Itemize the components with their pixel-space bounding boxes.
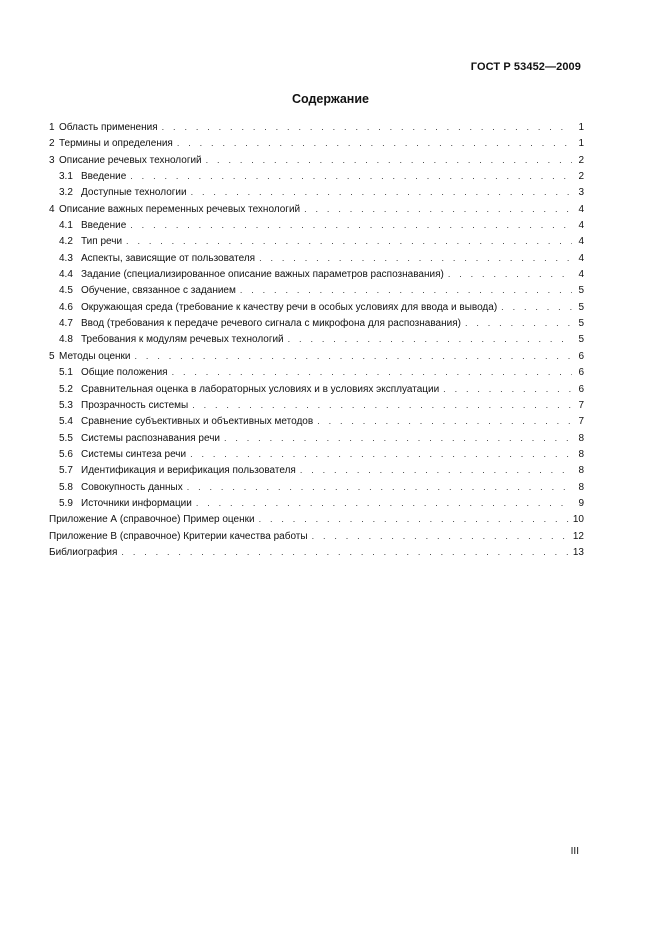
toc-entry[interactable]	[49, 381, 584, 397]
toc-entry-title: Введение	[81, 171, 127, 183]
toc-entry-page: 8	[578, 465, 584, 477]
toc-entry-number: 4.4	[59, 269, 73, 281]
toc-entry-title: Ввод (требования к передаче речевого сигнала с микрофона для распознавания)	[81, 318, 461, 330]
toc-dot-leader	[465, 315, 572, 331]
toc-entry-number: 4.3	[59, 252, 73, 264]
toc-dot-leader	[126, 233, 572, 249]
toc-dot-leader	[130, 217, 572, 233]
toc-entry-title: Системы распознавания речи	[81, 432, 220, 444]
toc-entry[interactable]	[49, 184, 584, 200]
toc-entry-number: 5.6	[59, 448, 73, 460]
toc-dot-leader	[443, 381, 572, 397]
toc-entry-number: 5.3	[59, 399, 73, 411]
toc-entry[interactable]	[49, 348, 584, 364]
toc-entry-title: Методы оценки	[59, 350, 131, 362]
toc-entry[interactable]	[49, 364, 584, 380]
toc-dot-leader	[259, 511, 569, 527]
toc-entry-title: Задание (специализированное описание важных параметров распознавания)	[81, 269, 444, 281]
toc-dot-leader	[192, 397, 572, 413]
toc-entry-title: Описание речевых технологий	[59, 154, 202, 166]
toc-entry[interactable]	[49, 331, 584, 347]
toc-entry-page: 13	[572, 546, 584, 558]
toc-dot-leader	[304, 201, 572, 217]
toc-entry[interactable]	[49, 479, 584, 495]
toc-entry-number: 4.7	[59, 318, 73, 330]
toc-entry-title: Обучение, связанное с заданием	[81, 285, 236, 297]
toc-entry-number: 5.8	[59, 481, 73, 493]
toc-dot-leader	[162, 119, 572, 135]
toc-entry-page: 2	[578, 154, 584, 166]
toc-entry-page: 3	[578, 187, 584, 199]
toc-entry-title: Системы синтеза речи	[81, 448, 187, 460]
toc-entry-page: 10	[572, 514, 584, 526]
toc-entry-page: 5	[578, 285, 584, 297]
toc-entry-number: 3.2	[59, 187, 73, 199]
toc-entry-page: 4	[578, 236, 584, 248]
toc-entry[interactable]	[49, 282, 584, 298]
toc-entry[interactable]	[49, 168, 584, 184]
toc-entry-title: Требования к модулям речевых технологий	[81, 334, 284, 346]
toc-entry-page: 4	[578, 252, 584, 264]
toc-entry-page: 8	[578, 481, 584, 493]
toc-entry-page: 6	[578, 367, 584, 379]
toc-entry-number: 2	[49, 138, 55, 150]
toc-dot-leader	[196, 495, 572, 511]
toc-entry[interactable]	[49, 544, 584, 560]
toc-entry-title: Сравнение субъективных и объективных методов	[81, 416, 314, 428]
toc-entry-page: 2	[578, 171, 584, 183]
toc-entry-title: Общие положения	[81, 367, 168, 379]
toc-entry[interactable]	[49, 217, 584, 233]
toc-entry-number: 5	[49, 350, 55, 362]
toc-entry-number: 5.9	[59, 497, 73, 509]
toc-dot-leader	[240, 282, 572, 298]
toc-entry-number: 5.2	[59, 383, 73, 395]
toc-entry-page: 8	[578, 432, 584, 444]
toc-entry[interactable]	[49, 315, 584, 331]
toc-entry[interactable]	[49, 119, 584, 135]
toc-entry[interactable]	[49, 233, 584, 249]
toc-entry[interactable]	[49, 511, 584, 527]
toc-entry-title: Область применения	[59, 122, 158, 133]
toc-dot-leader	[206, 152, 572, 168]
toc-dot-leader	[191, 184, 572, 200]
toc-entry-number: 4.1	[59, 220, 73, 232]
toc-entry-number: 4.2	[59, 236, 73, 248]
toc-entry-number: 4.5	[59, 285, 73, 297]
toc-entry-number: 5.1	[59, 367, 73, 379]
toc-entry[interactable]	[49, 528, 584, 544]
toc-dot-leader	[190, 446, 572, 462]
toc-entry-page: 1	[578, 122, 584, 133]
toc-entry[interactable]	[49, 397, 584, 413]
toc-dot-leader	[224, 430, 572, 446]
toc-entry-title: Сравнительная оценка в лабораторных условиях и в условиях эксплуатации	[81, 383, 440, 395]
toc-entry[interactable]	[49, 495, 584, 511]
toc-entry-title: Источники информации	[81, 497, 192, 509]
toc-entry-page: 5	[578, 318, 584, 330]
toc-entry-page: 4	[578, 269, 584, 281]
toc-entry-number: 5.7	[59, 465, 73, 477]
toc-entry-number: 4.6	[59, 301, 73, 313]
toc-entry-page: 12	[572, 530, 584, 542]
toc-entry-number: 1	[49, 122, 55, 133]
toc-dot-leader	[300, 462, 572, 478]
toc-entry[interactable]	[49, 266, 584, 282]
toc-entry-title: Окружающая среда (требование к качеству речи в особых условиях для ввода и вывода)	[81, 301, 498, 313]
toc-entry-number: 4	[49, 203, 55, 215]
toc-entry[interactable]	[49, 430, 584, 446]
toc-dot-leader	[448, 266, 572, 282]
toc-entry-page: 5	[578, 334, 584, 346]
document-standard-id: ГОСТ Р 53452—2009	[470, 61, 581, 73]
toc-entry-title: Доступные технологии	[81, 187, 187, 199]
toc-entry-page: 7	[578, 399, 584, 411]
toc-entry-title: Тип речи	[81, 236, 123, 248]
toc-dot-leader	[135, 348, 572, 364]
toc-entry[interactable]	[49, 135, 584, 151]
toc-entry-number: 3.1	[59, 171, 73, 183]
toc-entry[interactable]	[49, 413, 584, 429]
toc-entry-title: Описание важных переменных речевых технологий	[59, 203, 301, 215]
toc-entry[interactable]	[49, 250, 584, 266]
toc-entry[interactable]	[49, 299, 584, 315]
toc-entry-title: Приложение А (справочное) Пример оценки	[49, 514, 255, 526]
toc-entry-title: Совокупность данных	[81, 481, 183, 493]
toc-entry-page: 9	[578, 497, 584, 509]
toc-entry-title: Прозрачность системы	[81, 399, 189, 411]
toc-dot-leader	[177, 135, 572, 151]
toc-entry[interactable]	[49, 201, 584, 217]
toc-dot-leader	[130, 168, 572, 184]
toc-entry-title: Введение	[81, 220, 127, 232]
toc-entry[interactable]	[49, 462, 584, 478]
toc-entry-title: Термины и определения	[59, 138, 173, 150]
toc-dot-leader	[259, 250, 572, 266]
toc-dot-leader	[288, 331, 572, 347]
toc-dot-leader	[501, 299, 572, 315]
toc-dot-leader	[172, 364, 572, 380]
toc-dot-leader	[312, 528, 569, 544]
toc-dot-leader	[187, 479, 572, 495]
toc-entry-title: Приложение В (справочное) Критерии качества работы	[49, 530, 308, 542]
toc-entry[interactable]	[49, 152, 584, 168]
toc-entry-number: 5.5	[59, 432, 73, 444]
toc-entry-page: 6	[578, 383, 584, 395]
toc-entry-number: 5.4	[59, 416, 73, 428]
toc-entry-number: 3	[49, 154, 55, 166]
toc-entry-page: 7	[578, 416, 584, 428]
toc-entry-title: Библиография	[49, 546, 118, 558]
toc-entry-title: Аспекты, зависящие от пользователя	[81, 252, 256, 264]
toc-entry-page: 8	[578, 448, 584, 460]
page-number: III	[570, 846, 579, 857]
toc-entry-page: 6	[578, 350, 584, 362]
table-of-contents	[49, 119, 584, 560]
toc-entry-page: 4	[578, 220, 584, 232]
toc-title: Содержание	[291, 92, 369, 106]
toc-entry[interactable]	[49, 446, 584, 462]
toc-entry-page: 5	[578, 301, 584, 313]
toc-entry-title: Идентификация и верификация пользователя	[81, 465, 296, 477]
toc-entry-page: 1	[578, 138, 584, 150]
toc-dot-leader	[121, 544, 568, 560]
toc-dot-leader	[317, 413, 572, 429]
toc-entry-page: 4	[578, 203, 584, 215]
toc-entry-number: 4.8	[59, 334, 73, 346]
